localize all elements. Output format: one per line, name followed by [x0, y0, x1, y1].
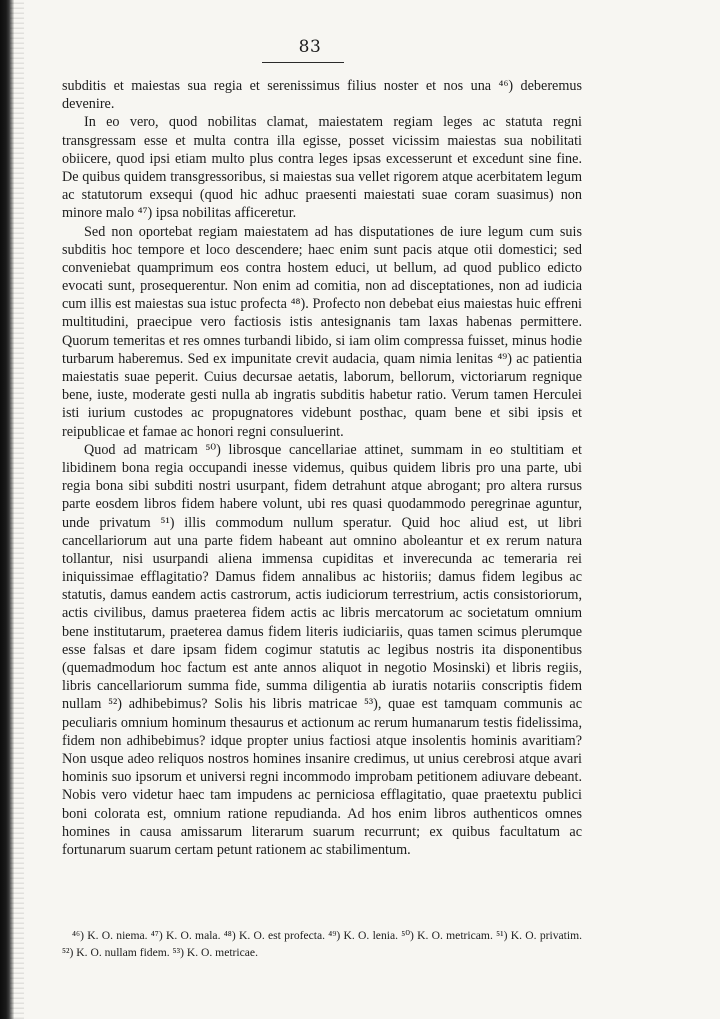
- page-number: 83: [298, 37, 322, 57]
- main-text: [62, 77, 582, 859]
- page-number-rule: [262, 62, 344, 63]
- footnotes: [62, 927, 582, 961]
- paragraph-continuation: subditis et maiestas sua regia et serenissimus filius noster et nos una ⁴⁶) deberemus devenire.: [62, 78, 582, 113]
- paragraph-nobilitas: In eo vero, quod nobilitas clamat, maiestatem regiam leges ac statuta regni transgressam esse et multa contra illa egisse, posset vicissim maiestas sua nobilitati obiicere, quod ipsi etiam multo plus contra leges ipsas excesserunt et excedunt sine fine. De quibus quidem transgressoribus, si maiestas sua vellet rigorem atque acerbitatem legum ac statutorum exsequi (quod hic adhuc praesenti maiestati suae coram suasimus) non minore malo ⁴⁷) ipsa nobilitas afficeretur.: [62, 114, 582, 222]
- footnote-line: ⁴⁶) K. O. niema. ⁴⁷) K. O. mala. ⁴⁸) K. O. est profecta. ⁴⁹) K. O. lenia. ⁵⁰) K. O. metricam. ⁵¹) K. O. privatim. ⁵²) K. O. nullam fidem. ⁵³) K. O. metricae.: [62, 929, 582, 959]
- paragraph-disputationes: Sed non oportebat regiam maiestatem ad has disputationes de iure legum cum suis subditis hoc tempore et loco descendere; haec enim sunt pacis atque otii domestici; sed conveniebat quamprimum eos contra hostem educi, ut bellum, ad quod publico edicto evocati sunt, prosequerentur. Non enim ad comitia, non ad disceptationes, non ad iudicia cum illis est maiestas sua istuc profecta ⁴⁸). Profecto non debebat eius maiestas huic effreni multitudini, praecipue vero factiosis istis antesignanis tam laxas habenas permittere. Quorum temeritas et res omnes turbandi libido, si iam olim compressa fuisset, minus hodie turbarum haberemus. Sed ex impunitate crevit audacia, quam nimia lenitas ⁴⁹) ac patientia maiestatis suae peperit. Cuius decursae aetatis, laborum, bellorum, victoriarum regnique bene, iuste, moderate gesti nulla ab ingratis subditis habetur ratio. Verum tamen Herculei isti iurium custodes ac propugnatores videbunt posthac, quam bene et sibi ipsis et reipublicae et famae ac honori regni consuluerint.: [62, 223, 582, 440]
- paragraph-matrica: Quod ad matricam ⁵⁰) librosque cancellariae attinet, summam in eo stultitiam et libidinem bona regia occupandi inesse videmus, quibus quidem libris pro una parte, ubi regia bona sibi subditi nostri usurpant, fidem detrahunt atque abrogant; pro altera rursus parte eosdem libros fidem habere volunt, ubi res quasi quodammodo peregrinae aguntur, unde privatum ⁵¹) illis commodum nullum speratur. Quid hoc aliud est, ut libri cancellariorum aut una parte fidem habeant aut omnino aboleantur et ex rerum natura tollantur, nisi usurpandi aliena immensa cupiditas et inverecunda ac temeraria rei iniquissimae efflagitatio? Damus fidem annalibus ac historiis; damus fidem legibus ac statutis, damus eandem actis castrorum, actis iudiciorum terrestrium, actis consistoriorum, actis civilibus, damus praeterea fidem actis ac libris mercatorum ac societatum omnium bene institutarum, praeterea damus fidem literis iudiciariis, quas tamen scimus plerumque esse falsas et dare ipsam fidem cogimur statutis ac legibus nostris ita disponentibus (quemadmodum hoc factum est ante annos aliquot in negotio Mosinski) et libris regiis, libris cancellariorum summa fide, summa diligentia ab iuratis notariis conscriptis fidem nullam ⁵²) adhibebimus? Solis his libris matricae ⁵³), quae est tamquam communis ac peculiaris omnium hominum thesaurus et actionum ac rerum humanarum testis fidelissima, fidem non adhibebimus? idque propter unius factiosi atque insolentis hominis avaritiam? Non usque adeo reliquos nostros homines insanire credimus, ut unius cerebrosi atque avari hominis suo ipsorum et universi regni incommodo improbam petitionem adiuvare debeant. Nobis vero videtur haec tam impudens ac perniciosa efflagitatio, quae praetextu publici boni colorata est, omnium ratione repudianda. Ad hos enim libros authenticos omnes homines in causa amissarum literarum suarum recurrunt; ex quibus facultatum ac fortunarum suarum certam petunt rationem ac stabilimentum.: [62, 441, 582, 858]
- scan-edge-noise: [10, 0, 24, 1019]
